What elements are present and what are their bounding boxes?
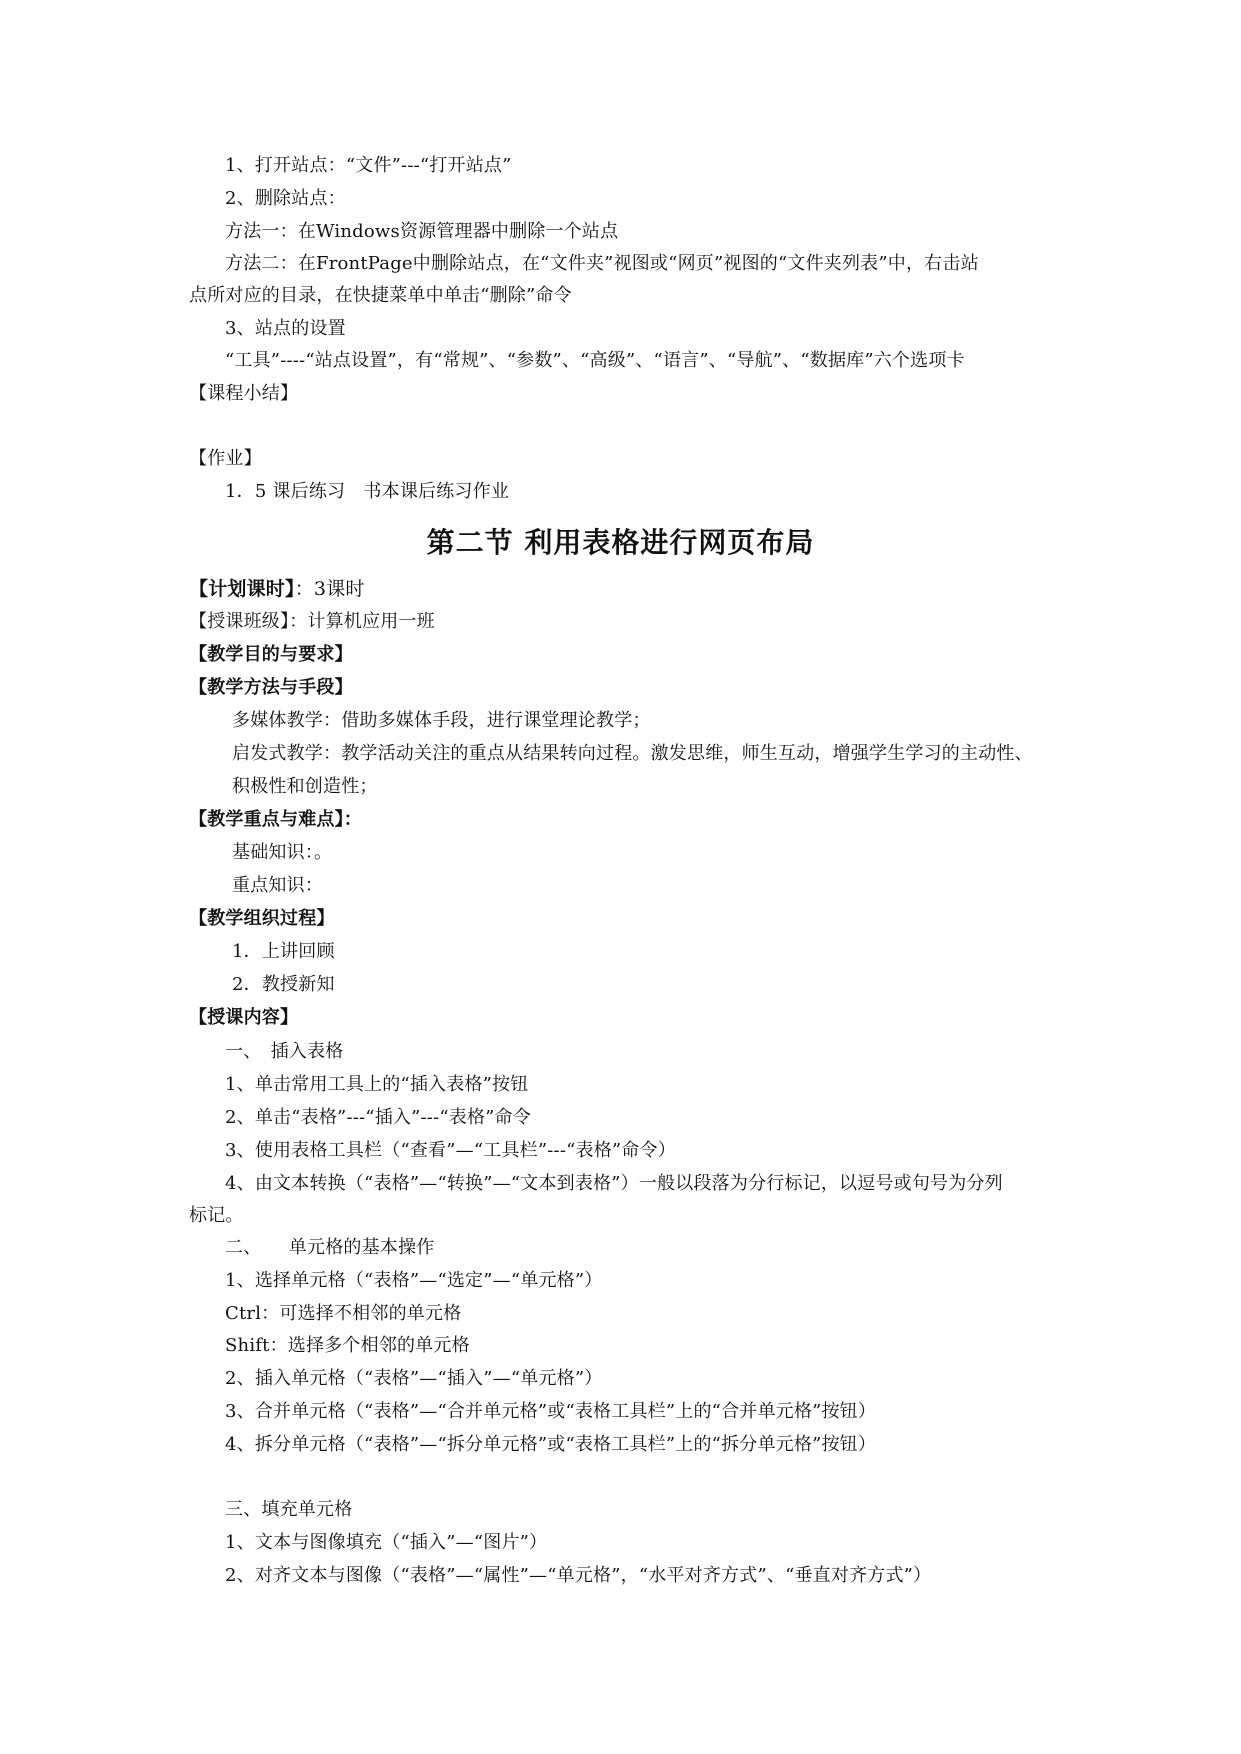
part2-step3: 3、合并单元格（“表格”—“合并单元格”或“表格工具栏”上的“合并单元格”按钮） bbox=[225, 1401, 877, 1422]
class-value: ：计算机应用一班 bbox=[289, 611, 435, 632]
part1-step4-line1: 4、由文本转换（“表格”—“转换”—“文本到表格”）一般以段落为分行标记，以逗号或句号为分列 bbox=[225, 1173, 1003, 1194]
part1-title: 一、 插入表格 bbox=[225, 1041, 344, 1062]
part3-step1: 1、文本与图像填充（“插入”—“图片”） bbox=[225, 1532, 548, 1553]
content-heading: 【授课内容】 bbox=[189, 1007, 299, 1028]
planned-hours bbox=[189, 577, 365, 602]
methods-heading: 【教学方法与手段】 bbox=[189, 677, 353, 698]
part2-ctrl: Ctrl：可选择不相邻的单元格 bbox=[225, 1303, 462, 1324]
delete-method-two-line2: 点所对应的目录，在快捷菜单中单击“删除”命令 bbox=[189, 285, 572, 306]
part2-title: 二、 单元格的基本操作 bbox=[225, 1237, 435, 1258]
part2-step2: 2、插入单元格（“表格”—“插入”—“单元格”） bbox=[225, 1368, 603, 1389]
process-heading: 【教学组织过程】 bbox=[189, 908, 335, 929]
part3-title: 三、填充单元格 bbox=[225, 1499, 353, 1520]
part2-step4: 4、拆分单元格（“表格”—“拆分单元格”或“表格工具栏”上的“拆分单元格”按钮） bbox=[225, 1434, 877, 1455]
key-knowledge: 重点知识： bbox=[232, 875, 323, 896]
process-new-knowledge: 2．教授新知 bbox=[232, 974, 335, 995]
course-summary-heading: 【课程小结】 bbox=[189, 383, 299, 404]
key-points-heading: 【教学重点与难点】： bbox=[189, 809, 362, 830]
part1-step1: 1、单击常用工具上的“插入表格”按钮 bbox=[225, 1074, 529, 1095]
part2-shift: Shift：选择多个相邻的单元格 bbox=[225, 1335, 470, 1356]
planned-hours-label: 【计划课时】 bbox=[189, 578, 295, 600]
section-title: 第二节 利用表格进行网页布局 bbox=[426, 526, 815, 559]
planned-hours-value: ：3课时 bbox=[294, 578, 365, 600]
part1-step4-line2: 标记。 bbox=[189, 1205, 244, 1226]
delete-method-one: 方法一：在Windows资源管理器中删除一个站点 bbox=[225, 221, 619, 242]
part1-step2: 2、单击“表格”---“插入”---“表格”命令 bbox=[225, 1107, 531, 1128]
homework-item: 1．5 课后练习 书本课后练习作业 bbox=[225, 481, 510, 502]
tools-settings-line: “工具”----“站点设置”，有“常规”、“参数”、“高级”、“语言”、“导航”、“数据库”六个选项卡 bbox=[225, 350, 965, 371]
site-settings-step: 3、站点的设置 bbox=[225, 318, 346, 339]
heuristic-method-line2: 积极性和创造性； bbox=[232, 776, 378, 797]
class-info bbox=[189, 610, 435, 634]
part2-step1: 1、选择单元格（“表格”—“选定”—“单元格”） bbox=[225, 1270, 603, 1291]
heuristic-method-line1: 启发式教学：教学活动关注的重点从结果转向过程。激发思维，师生互动，增强学生学习的主动性、 bbox=[232, 743, 1033, 764]
multimedia-method: 多媒体教学：借助多媒体手段，进行课堂理论教学； bbox=[232, 710, 651, 731]
part1-step3: 3、使用表格工具栏（“查看”—“工具栏”---“表格”命令） bbox=[225, 1140, 676, 1161]
basic-knowledge: 基础知识：。 bbox=[232, 842, 333, 863]
delete-site-step: 2、删除站点： bbox=[225, 188, 346, 209]
delete-method-two-line1: 方法二：在FrontPage中删除站点，在“文件夹”视图或“网页”视图的“文件夹列表”中，右击站 bbox=[225, 253, 979, 274]
goals-heading: 【教学目的与要求】 bbox=[189, 644, 353, 665]
part3-step2: 2、对齐文本与图像（“表格”—“属性”—“单元格”，“水平对齐方式”、“垂直对齐方式”） bbox=[225, 1565, 932, 1586]
open-site-step: 1、打开站点：“文件”---“打开站点” bbox=[225, 155, 512, 176]
class-label: 【授课班级】 bbox=[189, 611, 290, 632]
homework-heading: 【作业】 bbox=[189, 448, 262, 469]
process-review: 1．上讲回顾 bbox=[232, 941, 335, 962]
